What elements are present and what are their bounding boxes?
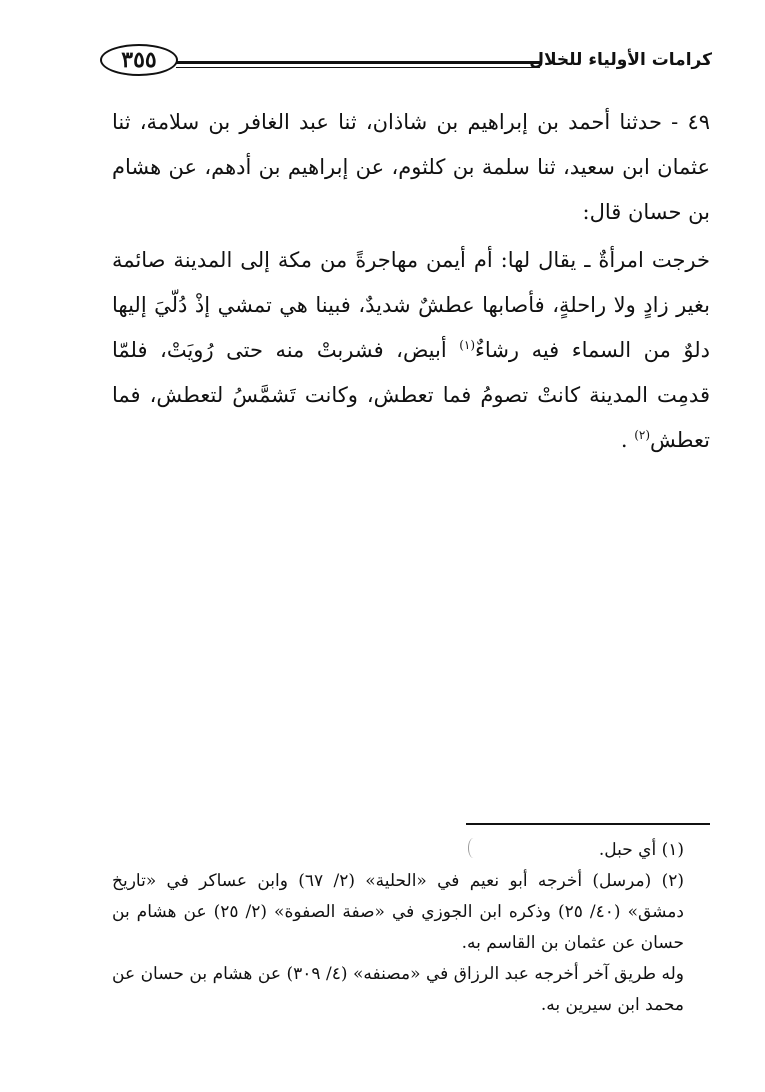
footnote-ref-2[interactable]: (٢): [634, 428, 651, 442]
story-part-1: خرجت امرأةٌ ـ يقال لها: أم أيمن مهاجرةً من مكة إلى المدينة صائمة بغير زادٍ ولا راحلةٍ، فأصابها عطشٌ شديدٌ، فبينا هي تمشي إذْ دُلّيَ إليها دلوٌ من السماء فيه رشاءٌ: [112, 248, 710, 362]
footnote-ref-1[interactable]: (١): [459, 338, 476, 352]
footnote-1: (١) أي حبل.: [598, 840, 684, 860]
book-title: كرامات الأولياء للخلال: [529, 50, 712, 70]
header-rule-thin: [176, 67, 540, 68]
narration-chain-paragraph: [112, 100, 710, 235]
story-paragraph: [112, 238, 710, 463]
page-header: [100, 44, 712, 80]
page-number: ٣٥٥: [100, 44, 178, 76]
footnote-2: (٢) (مرسل) أخرجه أبو نعيم في «الحلية» (٢/ ٦٧) وابن عساكر في «تاريخ دمشق» (٤٠/ ٢٥) وذكره ابن الجوزي في «صفة الصفوة» (٢/ ٢٥) عن هشام بن حسان عن عثمان بن القاسم به.: [112, 871, 685, 953]
narration-chain: ٤٩ - حدثنا أحمد بن إبراهيم بن شاذان، ثنا عبد الغافر بن سلامة، ثنا عثمان ابن سعيد، ثنا سلمة بن كلثوم، عن إبراهيم بن أدهم، عن هشام بن حسان قال:: [112, 110, 710, 224]
story-part-2: أبيض، فشربتْ منه حتى رُويَتْ، فلمّا قدمِت المدينة كانتْ تصومُ فما تعطش، وكانت تَشمَّسُ لتعطش، فما تعطش: [112, 338, 710, 452]
footnotes: [112, 835, 710, 1021]
footnote-3: وله طريق آخر أخرجه عبد الرزاق في «مصنفه» (٤/ ٣٠٩) عن هشام بن حسان عن محمد ابن سيرين به.: [112, 964, 684, 1015]
footnote-separator: [466, 823, 710, 825]
story-text: [112, 238, 710, 463]
header-rule: [176, 61, 540, 64]
story-end: .: [620, 428, 635, 452]
